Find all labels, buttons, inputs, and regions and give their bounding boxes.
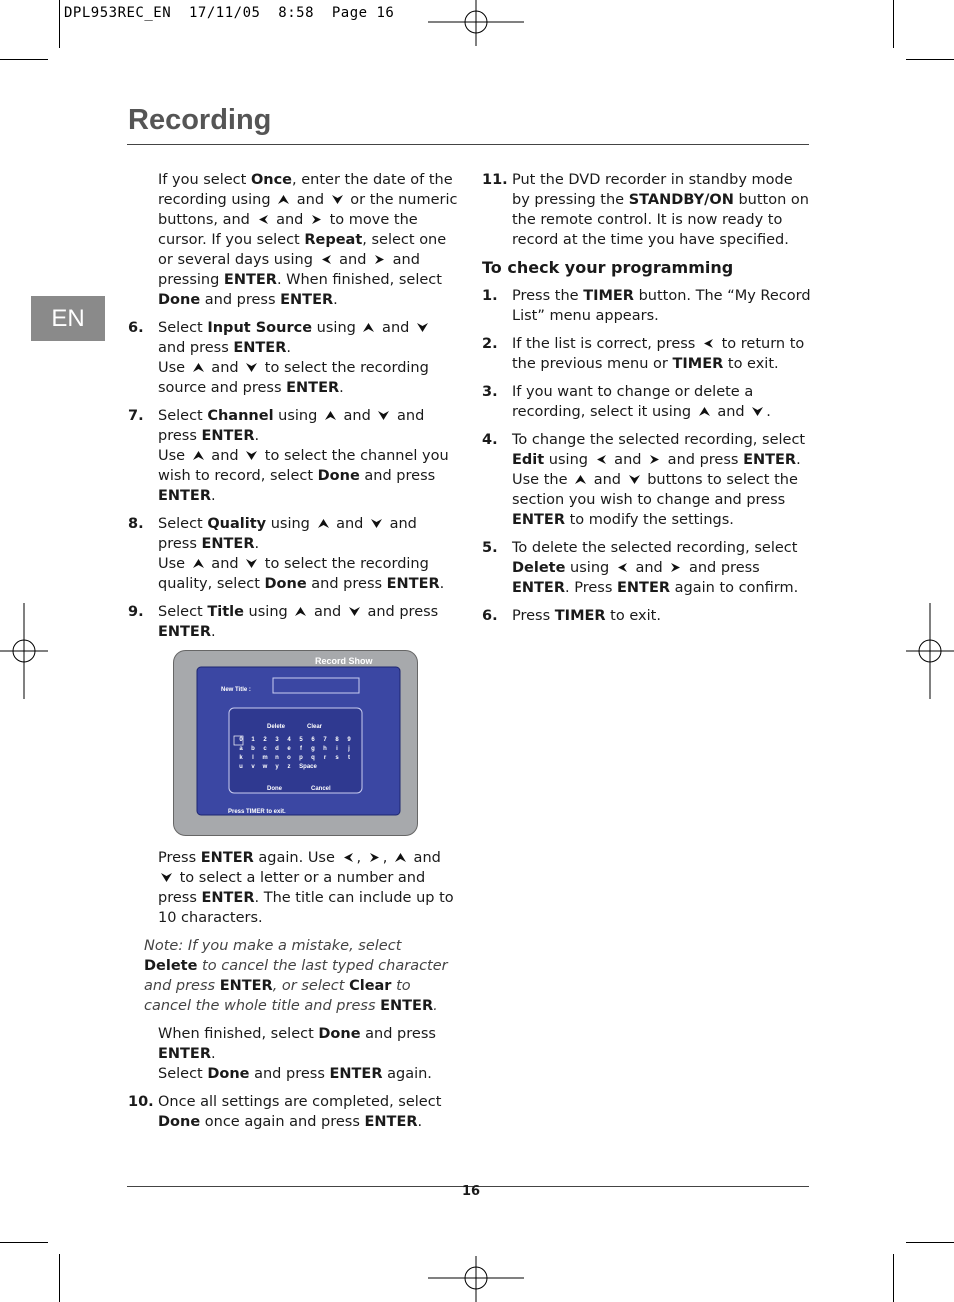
step-number: 8.	[128, 516, 144, 532]
registration-mark	[0, 603, 48, 699]
step-text: Select Input Source using and and press ENTER. Use and to select the recording source and press ENTER.	[158, 320, 429, 396]
bold-term: ENTER	[617, 580, 671, 596]
keyboard-key: j	[348, 746, 350, 752]
bold-term: ENTER	[201, 890, 255, 906]
step-number: 11.	[482, 172, 508, 188]
arrow-down-icon	[245, 450, 258, 461]
once-repeat-paragraph: If you select Once, enter the date of the recording using and or the numeric buttons, and and to move the cursor. If you select Repeat, select one or several days using and and pressing ENTER. When finished, select Done and press ENTER.	[158, 172, 458, 308]
bold-term: Edit	[512, 452, 545, 468]
bold-term: ENTER	[158, 624, 212, 640]
clear-key: Clear	[307, 724, 323, 730]
arrow-up-icon	[294, 606, 307, 617]
step-text: Select Channel using and and press ENTER. Use and to select the channel you wish to record, select Done and press ENTER.	[158, 408, 449, 504]
arrow-down-icon	[245, 362, 258, 373]
crop-mark	[0, 1242, 48, 1243]
step-8	[128, 514, 458, 594]
bold-term: ENTER	[201, 428, 255, 444]
note: Note: If you make a mistake, select Delete to cancel the last typed character and press ENTER, or select Clear to cancel the whole title and press ENTER.	[144, 938, 448, 1014]
bold-term: Channel	[207, 408, 274, 424]
arrow-left-icon	[257, 214, 270, 225]
keyboard-key: 5	[299, 737, 303, 743]
arrow-up-icon	[324, 410, 337, 421]
arrow-right-icon	[368, 852, 381, 863]
step-11	[482, 170, 812, 250]
arrow-up-icon	[698, 406, 711, 417]
bold-term: ENTER	[280, 292, 334, 308]
arrow-down-icon	[160, 872, 173, 883]
keyboard-key: 3	[275, 737, 279, 743]
crop-mark	[906, 59, 954, 60]
keyboard-key: 6	[311, 737, 315, 743]
keyboard-key: 1	[251, 737, 255, 743]
bold-term: Input Source	[207, 320, 313, 336]
keyboard-key: v	[251, 764, 255, 770]
done-key: Done	[267, 786, 282, 792]
keyboard-key: r	[323, 755, 327, 761]
keyboard-key: z	[287, 764, 291, 770]
keyboard-key: m	[262, 755, 268, 761]
character-keyboard	[235, 736, 355, 772]
check-step-2	[482, 334, 812, 374]
step-text: Press the TIMER button. The “My Record List” menu appears.	[512, 288, 811, 324]
keyboard-row	[235, 736, 355, 745]
arrow-down-icon	[348, 606, 361, 617]
step-number: 4.	[482, 432, 498, 448]
registration-mark	[428, 1256, 524, 1302]
crop-mark	[893, 0, 894, 48]
step-number: 5.	[482, 540, 498, 556]
bold-term: ENTER	[201, 536, 255, 552]
bold-term: ENTER	[158, 488, 212, 504]
bold-term: ENTER	[286, 380, 340, 396]
keyboard-key: 0	[239, 737, 243, 743]
bold-term: STANDBY/ON	[628, 192, 734, 208]
keyboard-key: l	[252, 755, 254, 761]
keyboard-key: n	[275, 755, 279, 761]
screen-footer: Press TIMER to exit.	[228, 809, 286, 815]
bold-term: Repeat	[304, 232, 363, 248]
step-text: If you want to change or delete a recording, select it using and .	[512, 384, 771, 420]
keyboard-key: u	[239, 764, 243, 770]
arrow-left-icon	[595, 454, 608, 465]
right-column	[482, 170, 812, 634]
step-text: If the list is correct, press to return to the previous menu or TIMER to exit.	[512, 336, 805, 372]
bold-term: Done	[264, 576, 307, 592]
arrow-up-icon	[192, 450, 205, 461]
keyboard-key: 4	[287, 737, 291, 743]
arrow-down-icon	[751, 406, 764, 417]
keyboard-key: w	[262, 764, 268, 770]
step-text: Once all settings are completed, select Done once again and press ENTER.	[158, 1094, 442, 1130]
step-text: To delete the selected recording, select Delete using and and press ENTER. Press ENTER again to confirm.	[512, 540, 799, 596]
arrow-up-icon	[192, 558, 205, 569]
keyboard-key: i	[336, 746, 338, 752]
bold-term: ENTER	[386, 576, 440, 592]
registration-mark	[906, 603, 954, 699]
bold-term: ENTER	[743, 452, 797, 468]
arrow-up-icon	[574, 474, 587, 485]
crop-mark	[893, 1254, 894, 1302]
record-show-screenshot	[173, 650, 418, 836]
arrow-right-icon	[669, 562, 682, 573]
check-step-5	[482, 538, 812, 598]
arrow-up-icon	[317, 518, 330, 529]
keyboard-key: 2	[263, 737, 267, 743]
bold-term: ENTER	[200, 850, 254, 866]
bold-term: ENTER	[219, 978, 273, 994]
arrow-right-icon	[373, 254, 386, 265]
keyboard-key: c	[263, 746, 267, 752]
step-number: 7.	[128, 408, 144, 424]
arrow-up-icon	[192, 362, 205, 373]
step-number: 1.	[482, 288, 498, 304]
step-number: 6.	[482, 608, 498, 624]
bold-term: ENTER	[380, 998, 434, 1014]
arrow-left-icon	[616, 562, 629, 573]
step-number: 3.	[482, 384, 498, 400]
check-step-3	[482, 382, 812, 422]
keyboard-key: d	[275, 746, 279, 752]
step-9	[128, 602, 458, 642]
bold-term: Delete	[144, 958, 198, 974]
keyboard-key: s	[335, 755, 339, 761]
check-step-6	[482, 606, 812, 626]
left-column	[128, 170, 458, 1140]
crop-mark	[59, 1254, 60, 1302]
bold-term: Done	[318, 1026, 361, 1042]
keyboard-key: Space	[299, 764, 317, 770]
crop-mark	[0, 59, 48, 60]
arrow-down-icon	[331, 194, 344, 205]
keyboard-key: y	[275, 764, 279, 770]
step-number: 9.	[128, 604, 144, 620]
keyboard-key: b	[251, 746, 255, 752]
crop-mark	[906, 1242, 954, 1243]
page-number: 16	[462, 1184, 481, 1199]
arrow-down-icon	[370, 518, 383, 529]
step-number: 6.	[128, 320, 144, 336]
arrow-down-icon	[628, 474, 641, 485]
step-text: To change the selected recording, select Edit using and and press ENTER. Use the and buttons to select the section you wish to change and press ENTER to modify the settings.	[512, 432, 806, 528]
screen-header: Record Show	[315, 656, 373, 666]
crop-mark	[59, 0, 60, 48]
step-text: Press TIMER to exit.	[512, 608, 661, 624]
bold-term: ENTER	[329, 1066, 383, 1082]
title-entry-paragraph: Press ENTER again. Use , , and to select a letter or a number and press ENTER. The title can include up to 10 characters.	[158, 850, 454, 926]
bold-term: Once	[250, 172, 293, 188]
keyboard-key: t	[348, 755, 350, 761]
arrow-up-icon	[362, 322, 375, 333]
bold-term: Done	[158, 292, 201, 308]
bold-term: ENTER	[364, 1114, 418, 1130]
bold-term: ENTER	[512, 580, 566, 596]
print-slug: DPL953REC_EN 17/11/05 8:58 Page 16	[64, 5, 395, 21]
registration-mark	[428, 0, 524, 48]
arrow-left-icon	[702, 338, 715, 349]
arrow-right-icon	[648, 454, 661, 465]
arrow-up-icon	[277, 194, 290, 205]
keyboard-row	[235, 745, 355, 754]
keyboard-key: g	[311, 746, 315, 752]
keyboard-key: o	[287, 755, 291, 761]
step-6	[128, 318, 458, 398]
keyboard-key: q	[311, 755, 315, 761]
keyboard-key: 9	[347, 737, 351, 743]
step-text: Select Title using and and press ENTER.	[158, 604, 439, 640]
step-number: 2.	[482, 336, 498, 352]
header-rule	[127, 144, 809, 145]
bold-term: Done	[207, 1066, 250, 1082]
arrow-down-icon	[245, 558, 258, 569]
bold-term: Clear	[349, 978, 392, 994]
bold-term: ENTER	[223, 272, 277, 288]
delete-key: Delete	[267, 724, 286, 730]
bold-term: ENTER	[233, 340, 287, 356]
arrow-left-icon	[342, 852, 355, 863]
bold-term: Title	[207, 604, 244, 620]
keyboard-key: 8	[335, 737, 339, 743]
arrow-right-icon	[310, 214, 323, 225]
bold-term: Quality	[207, 516, 267, 532]
check-step-1	[482, 286, 812, 326]
step-text: Select Quality using and and press ENTER. Use and to select the recording quality, select Done and press ENTER.	[158, 516, 445, 592]
finish-paragraph: When finished, select Done and press ENTER. Select Done and press ENTER again.	[158, 1026, 436, 1082]
arrow-up-icon	[394, 852, 407, 863]
check-step-4	[482, 430, 812, 530]
bold-term: TIMER	[583, 288, 634, 304]
step-number: 10.	[128, 1094, 154, 1110]
new-title-label: New Title :	[221, 687, 251, 693]
step-text: Put the DVD recorder in standby mode by pressing the STANDBY/ON button on the remote control. It is now ready to record at the time you have specified.	[512, 172, 809, 248]
keyboard-row	[235, 754, 355, 763]
language-tab: EN	[31, 296, 105, 341]
keyboard-key: e	[287, 746, 291, 752]
bold-term: TIMER	[672, 356, 724, 372]
keyboard-key: h	[323, 746, 327, 752]
bold-term: Done	[317, 468, 360, 484]
cancel-key: Cancel	[311, 786, 331, 792]
keyboard-key: k	[239, 755, 243, 761]
page-title: Recording	[128, 104, 272, 136]
keyboard-key: 7	[323, 737, 327, 743]
bold-term: ENTER	[512, 512, 566, 528]
bold-term: TIMER	[554, 608, 606, 624]
bold-term: Delete	[512, 560, 566, 576]
keyboard-key: a	[239, 746, 243, 752]
arrow-down-icon	[377, 410, 390, 421]
arrow-left-icon	[320, 254, 333, 265]
section-heading: To check your programming	[482, 258, 734, 277]
keyboard-key: p	[299, 755, 303, 761]
step-10	[128, 1092, 458, 1132]
arrow-down-icon	[416, 322, 429, 333]
keyboard-key: f	[300, 746, 302, 752]
bold-term: Done	[158, 1114, 201, 1130]
keyboard-row	[235, 763, 355, 772]
step-7	[128, 406, 458, 506]
bold-term: ENTER	[158, 1046, 212, 1062]
